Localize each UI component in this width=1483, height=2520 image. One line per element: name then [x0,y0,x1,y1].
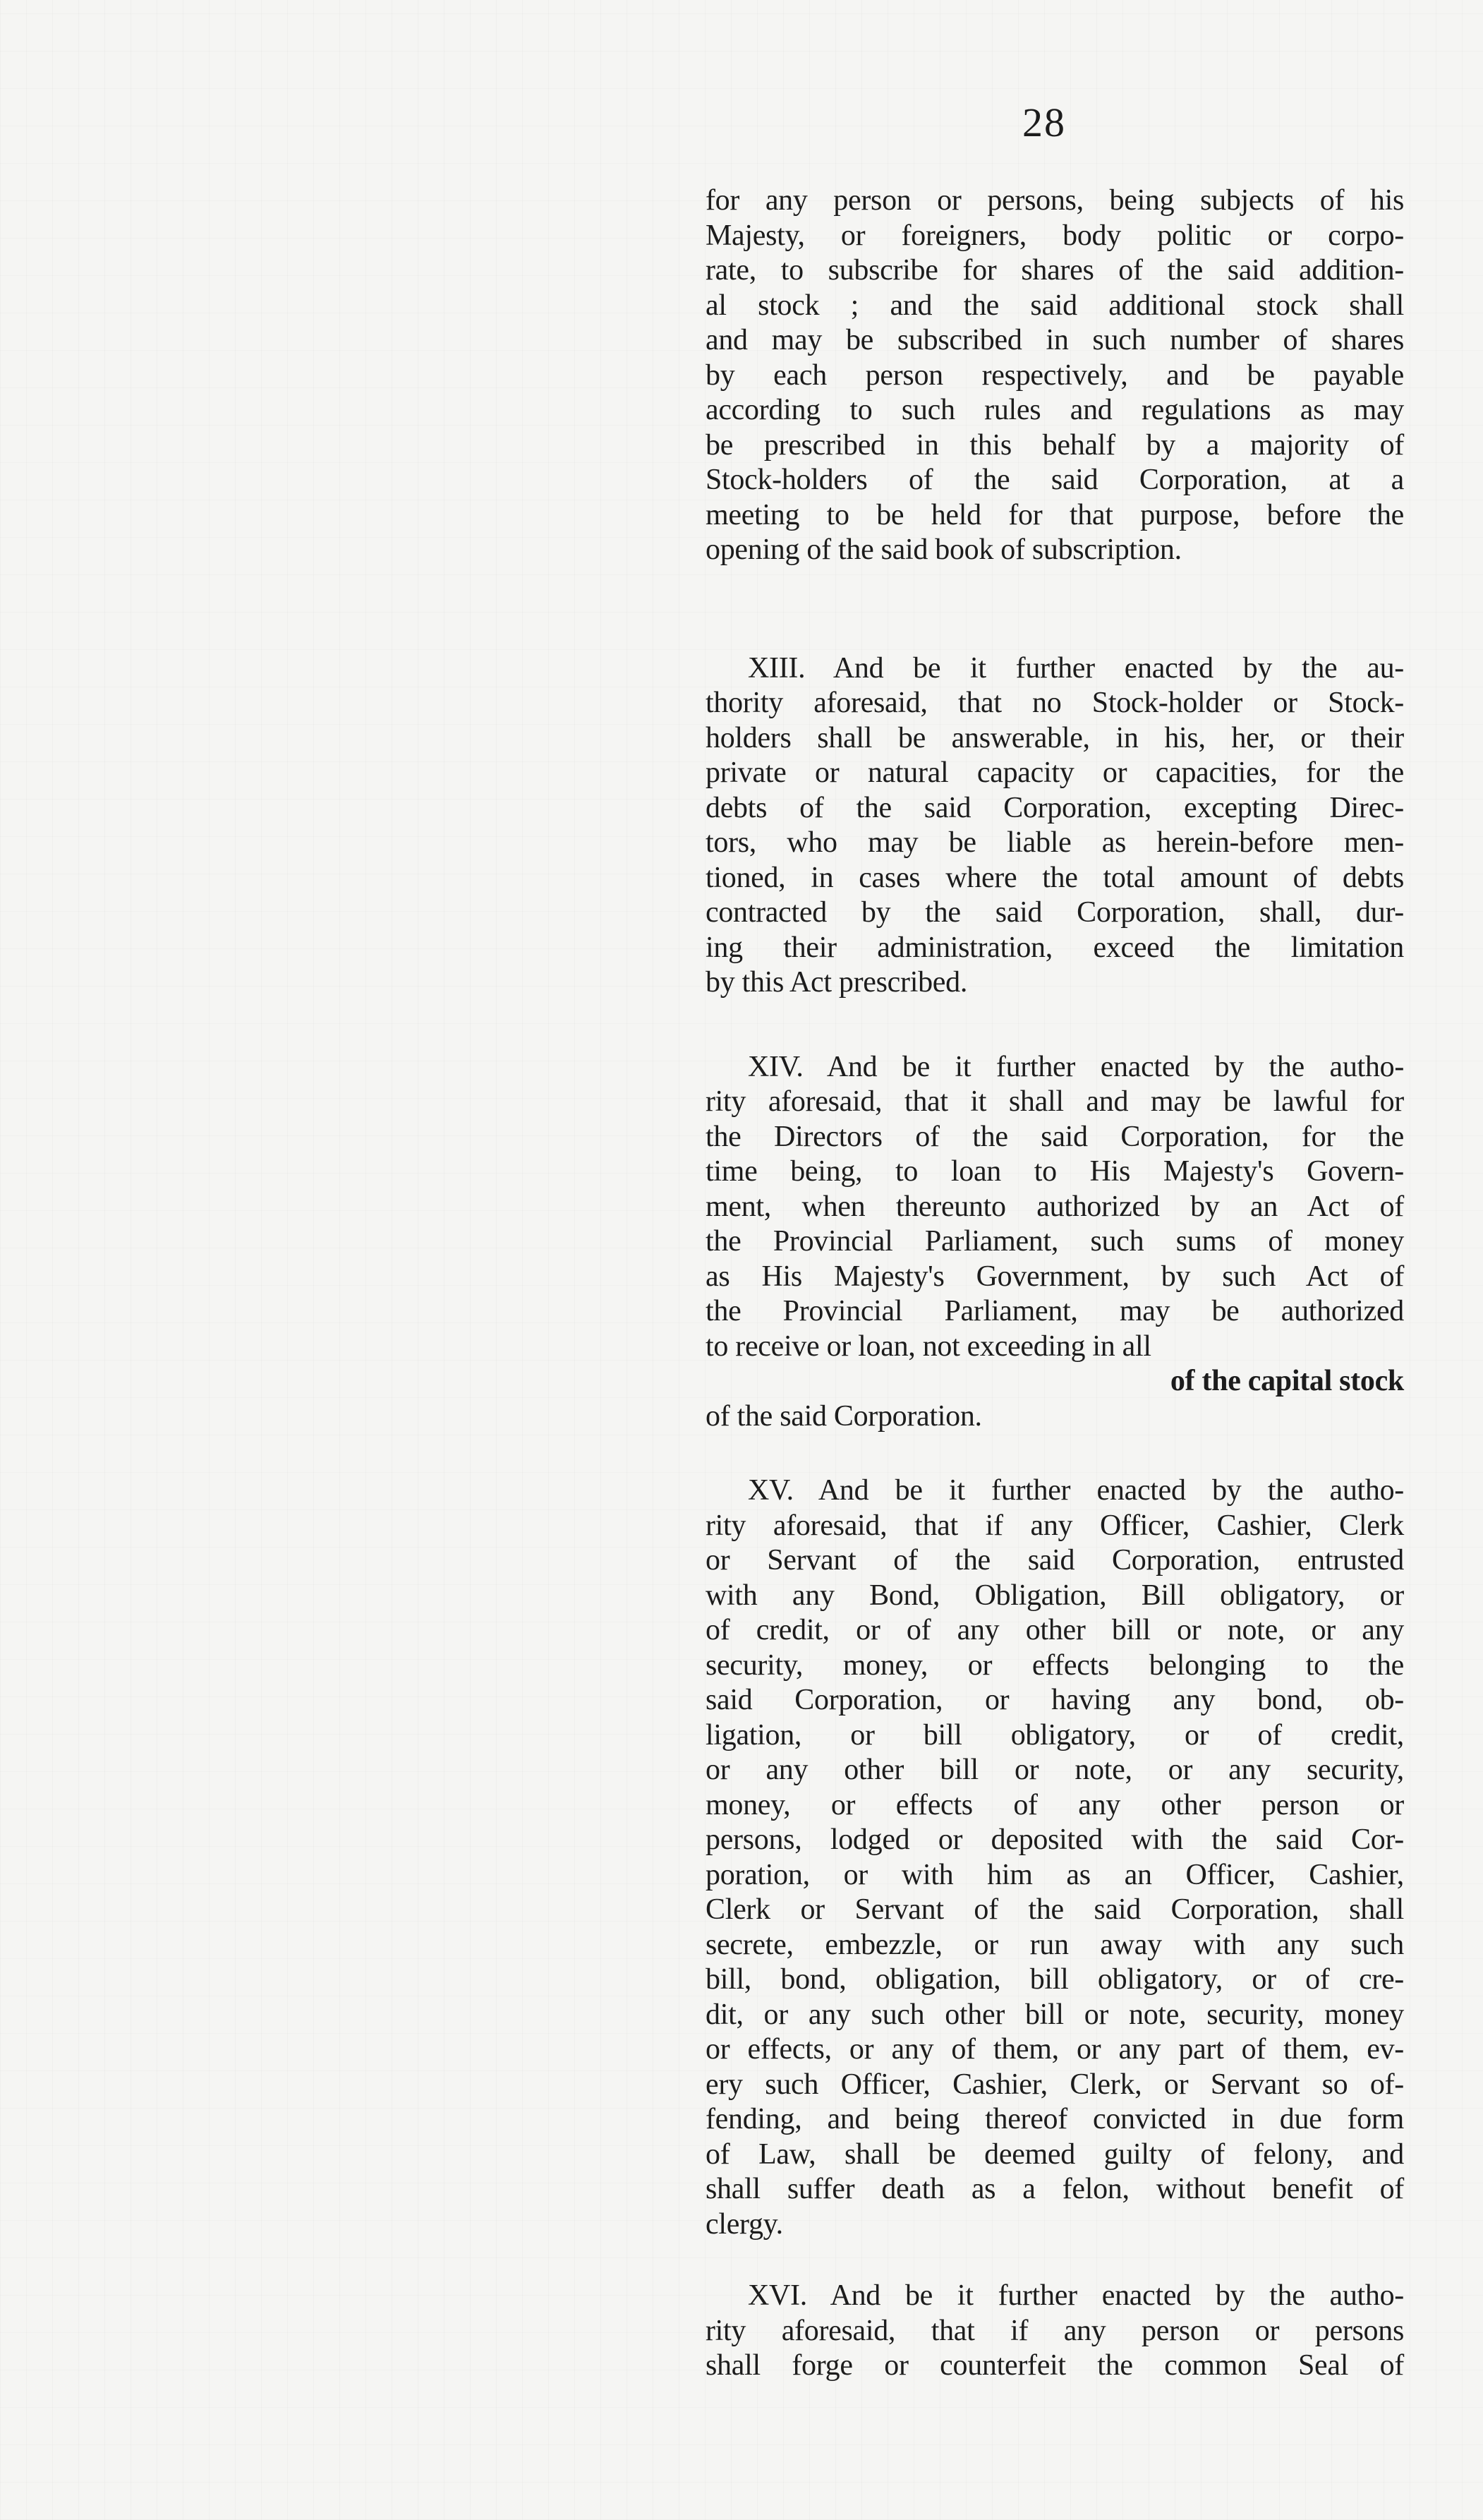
text-line: Stock-holders of the said Corporation, at a [706,464,1404,496]
text-line: of the capital stock [1170,1365,1404,1397]
text-line: rity aforesaid, that if any person or persons [706,2314,1404,2347]
text-line: poration, or with him as an Officer, Cashier, [706,1858,1404,1891]
text-line: tors, who may be liable as herein-before men- [706,826,1404,859]
text-line: XIV. And be it further enacted by the autho- [748,1050,1404,1083]
text-line: as His Majesty's Government, by such Act of [706,1260,1404,1293]
text-line: for any person or persons, being subjects of his [706,184,1404,217]
text-line: XIII. And be it further enacted by the au- [748,651,1404,685]
text-line: the Provincial Parliament, such sums of money [706,1225,1404,1258]
text-line: according to such rules and regulations as may [706,394,1404,426]
text-line: and may be subscribed in such number of shares [706,324,1404,356]
text-line: to receive or loan, not exceeding in all [706,1330,1151,1363]
paragraph-continuation [706,183,1404,568]
text-line: by this Act prescribed. [706,966,968,999]
text-line: the Provincial Parliament, may be authorized [706,1295,1404,1327]
section-xv [706,1473,1404,2242]
text-line: money, or effects of any other person or [706,1788,1404,1821]
text-line: rity aforesaid, that it shall and may be lawful for [706,1085,1404,1118]
text-line: of credit, or of any other bill or note, or any [706,1614,1404,1646]
text-line: holders shall be answerable, in his, her, or their [706,721,1404,754]
text-line: XV. And be it further enacted by the autho- [748,1474,1404,1507]
text-line: XVI. And be it further enacted by the autho- [748,2279,1404,2312]
text-line: persons, lodged or deposited with the said Cor- [706,1823,1404,1856]
text-line: debts of the said Corporation, excepting Direc- [706,791,1404,824]
text-line: rity aforesaid, that if any Officer, Cashier, Clerk [706,1509,1404,1542]
text-line: be prescribed in this behalf by a majority of [706,428,1404,462]
text-line: of the said Corporation. [706,1399,982,1433]
section-xiv [706,1050,1404,1435]
section-xvi [706,2279,1404,2384]
section-xiii [706,651,1404,1001]
text-line: shall suffer death as a felon, without benefit of [706,2173,1404,2205]
text-line: by each person respectively, and be payable [706,358,1404,392]
text-line: ing their administration, exceed the limitation [706,931,1404,964]
text-line: dit, or any such other bill or note, security, money [706,1998,1404,2031]
text-line: or Servant of the said Corporation, entrusted [706,1544,1404,1576]
text-line: clergy. [706,2207,783,2241]
page-number: 28 [1022,100,1066,145]
text-line: bill, bond, obligation, bill obligatory, or of cre- [706,1963,1404,1996]
text-line: thority aforesaid, that no Stock-holder or Stock- [706,687,1404,719]
text-line: of Law, shall be deemed guilty of felony, and [706,2138,1404,2171]
text-line: time being, to loan to His Majesty's Govern- [706,1155,1404,1188]
text-line: rate, to subscribe for shares of the said addition- [706,254,1404,287]
text-line: Majesty, or foreigners, body politic or corpo- [706,219,1404,252]
text-line: security, money, or effects belonging to the [706,1648,1404,1682]
text-line: tioned, in cases where the total amount of debts [706,861,1404,894]
text-line: fending, and being thereof convicted in due form [706,2103,1404,2135]
text-line: ery such Officer, Cashier, Clerk, or Servant so of- [706,2068,1404,2101]
text-line: ment, when thereunto authorized by an Act of [706,1190,1404,1223]
text-line: or effects, or any of them, or any part of them, ev- [706,2033,1404,2066]
text-line: Clerk or Servant of the said Corporation, shall [706,1893,1404,1926]
text-line: secrete, embezzle, or run away with any such [706,1928,1404,1961]
text-line: meeting to be held for that purpose, before the [706,498,1404,531]
text-line: ligation, or bill obligatory, or of credit, [706,1718,1404,1752]
text-line: private or natural capacity or capacities, for the [706,756,1404,789]
text-column [706,183,1404,2384]
text-line: shall forge or counterfeit the common Seal of [706,2349,1404,2382]
text-line: with any Bond, Obligation, Bill obligatory, or [706,1579,1404,1612]
text-line: al stock ; and the said additional stock shall [706,289,1404,322]
text-line: opening of the said book of subscription. [706,533,1182,566]
text-line: said Corporation, or having any bond, ob- [706,1684,1404,1716]
text-line: the Directors of the said Corporation, for the [706,1120,1404,1153]
text-line: contracted by the said Corporation, shall, dur- [706,896,1404,929]
text-line: or any other bill or note, or any security, [706,1754,1404,1786]
